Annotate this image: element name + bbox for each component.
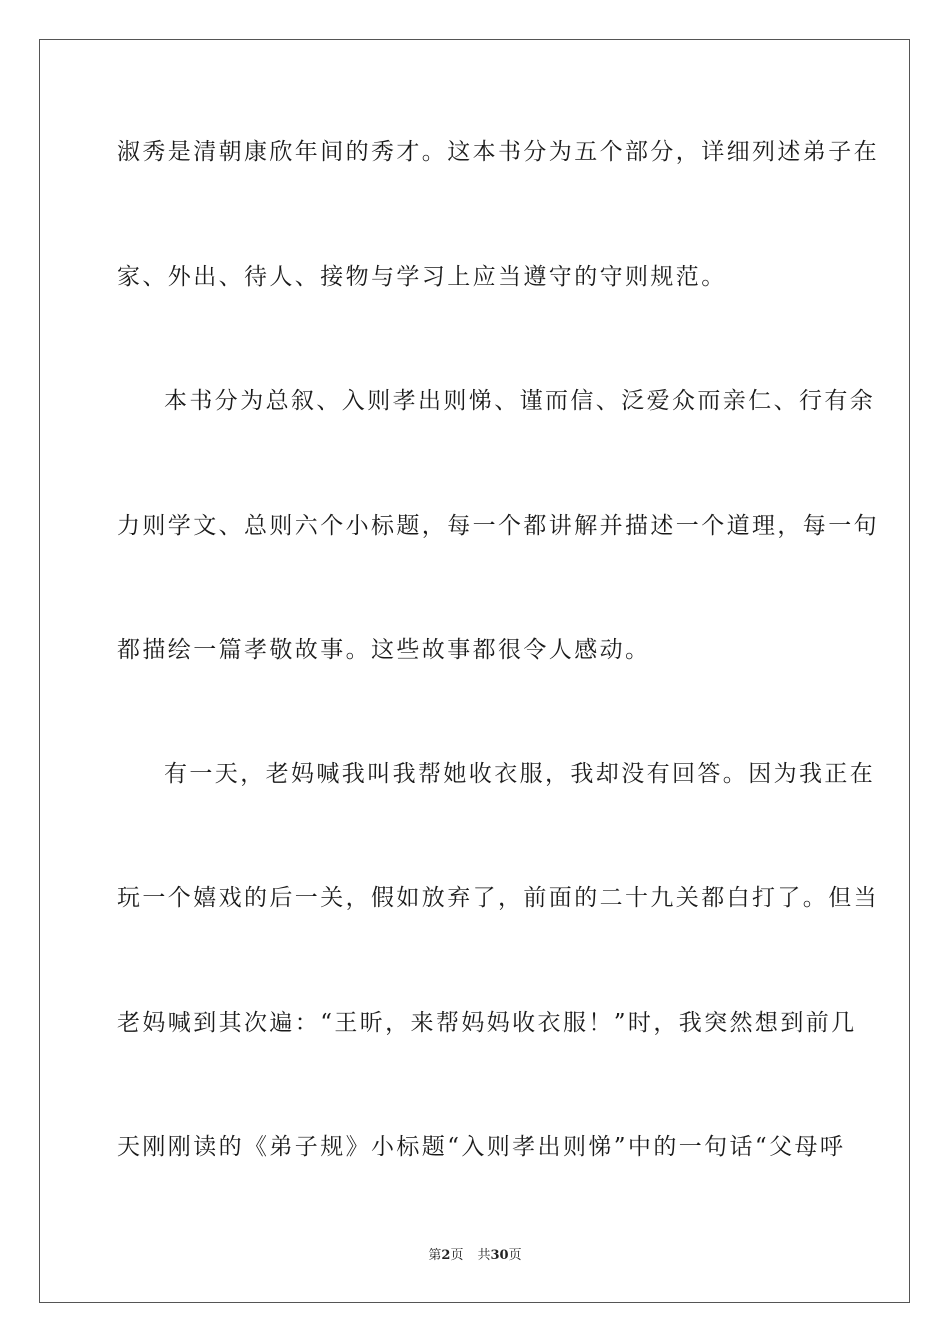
page-number: 2 bbox=[441, 1248, 451, 1263]
page-border bbox=[39, 39, 910, 1303]
total-suffix: 页 bbox=[508, 1248, 522, 1263]
page-prefix: 第 bbox=[428, 1248, 442, 1263]
paragraph-start-line: 本书分为总叙、入则孝出则悌、谨而信、泛爱众而亲仁、行有余 bbox=[164, 388, 876, 414]
text-line: 淑秀是清朝康欣年间的秀才。这本书分为五个部分，详细列述弟子在 bbox=[117, 139, 879, 165]
page-suffix: 页 bbox=[450, 1248, 464, 1263]
text-line: 都描绘一篇孝敬故事。这些故事都很令人感动。 bbox=[117, 637, 651, 663]
text-line: 玩一个嬉戏的后一关，假如放弃了，前面的二十九关都白打了。但当 bbox=[117, 885, 879, 911]
text-line: 家、外出、待人、接物与学习上应当遵守的守则规范。 bbox=[117, 264, 727, 290]
page-footer bbox=[0, 1247, 950, 1265]
text-line: 天刚刚读的《弟子规》小标题“入则孝出则悌”中的一句话“父母呼 bbox=[117, 1134, 846, 1160]
total-prefix: 共 bbox=[477, 1248, 491, 1263]
paragraph-start-line: 有一天，老妈喊我叫我帮她收衣服，我却没有回答。因为我正在 bbox=[164, 761, 876, 787]
text-line: 老妈喊到其次遍：“王昕，来帮妈妈收衣服！”时，我突然想到前几 bbox=[117, 1010, 857, 1036]
total-pages: 30 bbox=[490, 1248, 509, 1263]
text-line: 力则学文、总则六个小标题，每一个都讲解并描述一个道理，每一句 bbox=[117, 513, 879, 539]
